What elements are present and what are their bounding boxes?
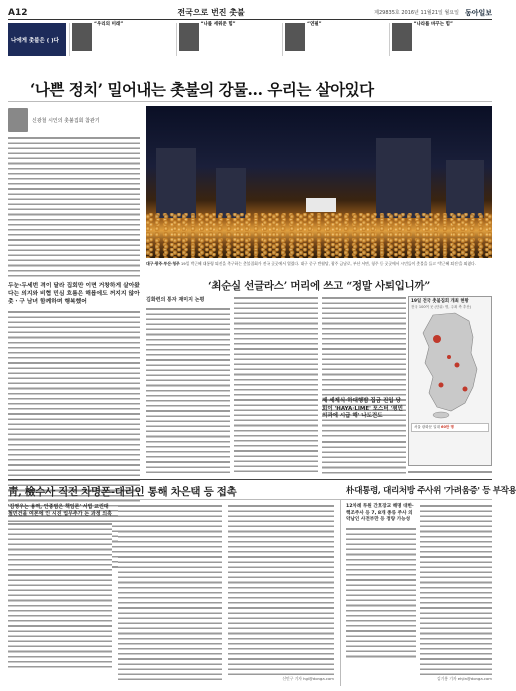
strip-lead: 나에게 촛불은 ( )다	[8, 23, 66, 56]
callout-label: 서울 광화문 일대	[414, 425, 440, 429]
stage-shape	[306, 198, 336, 212]
article-body	[118, 504, 222, 682]
strip-item	[69, 23, 173, 56]
strip-item-title: “연필”	[307, 22, 322, 27]
strip-item	[282, 23, 386, 56]
byline-right: 김기흥 기자 ehjin@donga.com	[436, 676, 492, 681]
article-body	[346, 527, 416, 661]
article-body	[408, 470, 492, 476]
lower-subhead-left: '김영우는 용역, 안종범은 책임론' 서법 교린대 철민건을 여론에 인 시진 업무추가 돈 과정 의혹	[8, 504, 112, 517]
building-shape	[156, 148, 196, 218]
top-strip	[8, 23, 492, 56]
callout-value: 60만 명	[441, 425, 454, 429]
author-photo	[8, 108, 28, 132]
rally-map-graphic	[408, 296, 492, 466]
lower-column-2	[118, 504, 222, 682]
page-number: A12	[8, 7, 28, 18]
caption-lead: 대구·광주·부산·청주	[146, 261, 180, 266]
lower-column-4	[346, 504, 416, 661]
strip-item-title: “나를 세워준 힘”	[200, 22, 236, 27]
building-shape	[216, 168, 246, 218]
lower-column-3	[228, 504, 334, 682]
portrait-thumb	[179, 23, 199, 51]
strip-item	[389, 23, 493, 56]
map-title: 19일 전국 촛불집회 개최 현황	[411, 299, 469, 304]
building-shape	[446, 160, 484, 218]
building-shape	[376, 138, 431, 218]
article-body	[8, 136, 140, 278]
korea-map-icon	[411, 311, 489, 421]
strip-item	[176, 23, 280, 56]
left-subhead: 두눈·두세번 격이 달라 집회만 이면 거창하게 살아왔다는 의지와 비협 민심 흐름은 해봅에도 꺼지지 않아 촛ㆍ구 남녀 함께하며 행복했어	[8, 283, 140, 305]
byline-left: 신민구 기자 hgi@donga.com	[282, 676, 334, 681]
middle-byline: 김화련의 통자 재미지 논평	[146, 297, 205, 303]
map-subtitle: 전국 100여 곳 (단위: 명, 주최 측 추산)	[411, 304, 472, 309]
middle-column-1	[146, 296, 230, 475]
masthead	[8, 6, 492, 20]
article-body	[234, 296, 318, 472]
article-body	[8, 522, 112, 668]
divider	[8, 499, 492, 500]
lower-headline-right: 朴대통령, 대리처방 주사위 '가려움증' 등 부작용	[346, 486, 516, 496]
article-body	[420, 504, 492, 676]
strip-item-title: “우리의 미래”	[94, 22, 124, 27]
section-divider	[8, 479, 492, 480]
portrait-thumb	[392, 23, 412, 51]
strip-item-title: “나라를 바꾸는 힘”	[413, 22, 453, 27]
column-separator	[340, 500, 341, 686]
portrait-thumb	[72, 23, 92, 51]
article-body	[322, 440, 406, 474]
main-headline: ‘나쁜 정치’ 밀어내는 촛불의 강물… 우리는 살아있다	[30, 80, 374, 99]
photo-caption	[146, 261, 492, 266]
article-body	[228, 504, 334, 676]
paper-logo: 동아일보	[464, 7, 492, 17]
section-title: 전국으로 번진 촛불	[177, 8, 245, 17]
lower-column-1	[8, 504, 112, 668]
lower-subhead-right: 12차례 투원 간호장교 해명 대한·핵조주사 등 7, 8개 종류 주사 의약남인 사전부만 등 정량 가능성	[346, 504, 414, 522]
author-label: 신광철 시인의 촛불집회 참관기	[32, 117, 100, 124]
lower-headline-left: 靑, 檢수사 직전 차명폰-대리인 통해 차은택 등 접촉	[8, 486, 237, 498]
author-box	[8, 108, 140, 132]
map-callout	[411, 423, 489, 432]
middle-column-2	[234, 296, 318, 472]
middle-headline: ‘최순실 선글라스’ 머리에 쓰고 “정말 사퇴입니까”	[208, 280, 430, 292]
side-subhead-a: 제 세제식·하대행밤 집금 진입 당회이 'HAYA·LIME' 포스터 '평민 의과에 시급 해' 나도건도	[322, 398, 403, 419]
portrait-thumb	[285, 23, 305, 51]
candle-crowd	[146, 213, 492, 258]
caption-text: 19일 박근혜 대통령 퇴진을 촉구하는 촛불집회가 전국 곳곳에서 열렸다. 대구 중구 반월당, 광주 금남로, 부산 서면, 청주 등 곳곳에서 시민들이 촛불을 들고 '박근혜 퇴진'을 외쳤다.	[180, 261, 476, 266]
edition-info: 제29835호 2016년 11월21일 월요일	[374, 10, 459, 16]
divider	[8, 101, 492, 102]
candlelight-rally-photo	[146, 106, 492, 258]
lower-column-5	[420, 504, 492, 682]
article-body	[146, 307, 230, 475]
